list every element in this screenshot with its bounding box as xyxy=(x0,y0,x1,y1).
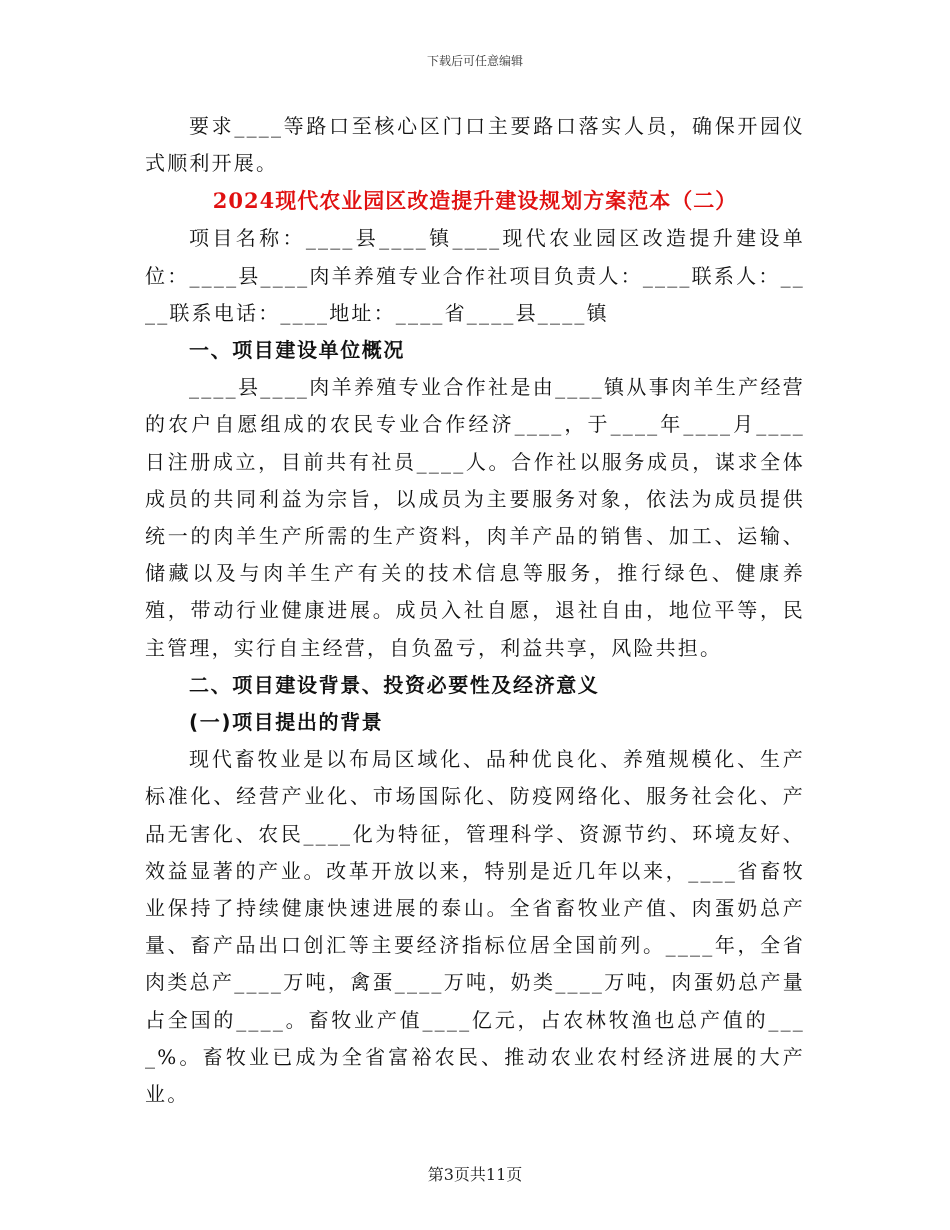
document-body xyxy=(145,108,805,1113)
section-heading-2: 二、项目建设背景、投资必要性及经济意义 xyxy=(189,672,600,697)
page-header: 下载后可任意编辑 xyxy=(426,54,523,68)
project-info-paragraph: 项目名称：____县____镇____现代农业园区改造提升建设单位：____县____肉羊养殖专业合作社项目负责人：____联系人：____联系电话：____地址：____省____县____镇 xyxy=(145,226,805,325)
section-1-paragraph: ____县____肉羊养殖专业合作社是由____镇从事肉羊生产经营的农户自愿组成的农民专业合作经济____，于____年____月____日注册成立，目前共有社员____人。合作社以服务成员，谋求全体成员的共同利益为宗旨，以成员为主要服务对象，依法为成员提供统一的肉羊生产所需的生产资料，肉羊产品的销售、加工、运输、储藏以及与肉羊生产有关的技术信息等服务，推行绿色、健康养殖，带动行业健康进展。成员入社自愿，退社自由，地位平等，民主管理，实行自主经营，自负盈亏，利益共享，风险共担。 xyxy=(145,375,805,660)
document-title: 2024现代农业园区改造提升建设规划方案范本（二） xyxy=(212,188,738,214)
section-heading-1: 一、项目建设单位概况 xyxy=(189,338,405,363)
subsection-1-paragraph: 现代畜牧业是以布局区域化、品种优良化、养殖规模化、生产标准化、经营产业化、市场国际化、防疫网络化、服务社会化、产品无害化、农民____化为特征，管理科学、资源节约、环境友好、效益显著的产业。改革开放以来，特别是近几年以来，____省畜牧业保持了持续健康快速进展的泰山。全省畜牧业产值、肉蛋奶总产量、畜产品出口创汇等主要经济指标位居全国前列。____年，全省肉类总产____万吨，禽蛋____万吨，奶类____万吨，肉蛋奶总产量占全国的____。畜牧业产值____亿元，占农林牧渔也总产值的____%。畜牧业已成为全省富裕农民、推动农业农村经济进展的大产业。 xyxy=(145,747,805,1107)
subsection-heading-1: (一)项目提出的背景 xyxy=(189,710,384,735)
continuation-paragraph: 要求____等路口至核心区门口主要路口落实人员，确保开园仪式顺利开展。 xyxy=(145,114,805,176)
page-footer: 第3页共11页 xyxy=(427,1165,523,1184)
